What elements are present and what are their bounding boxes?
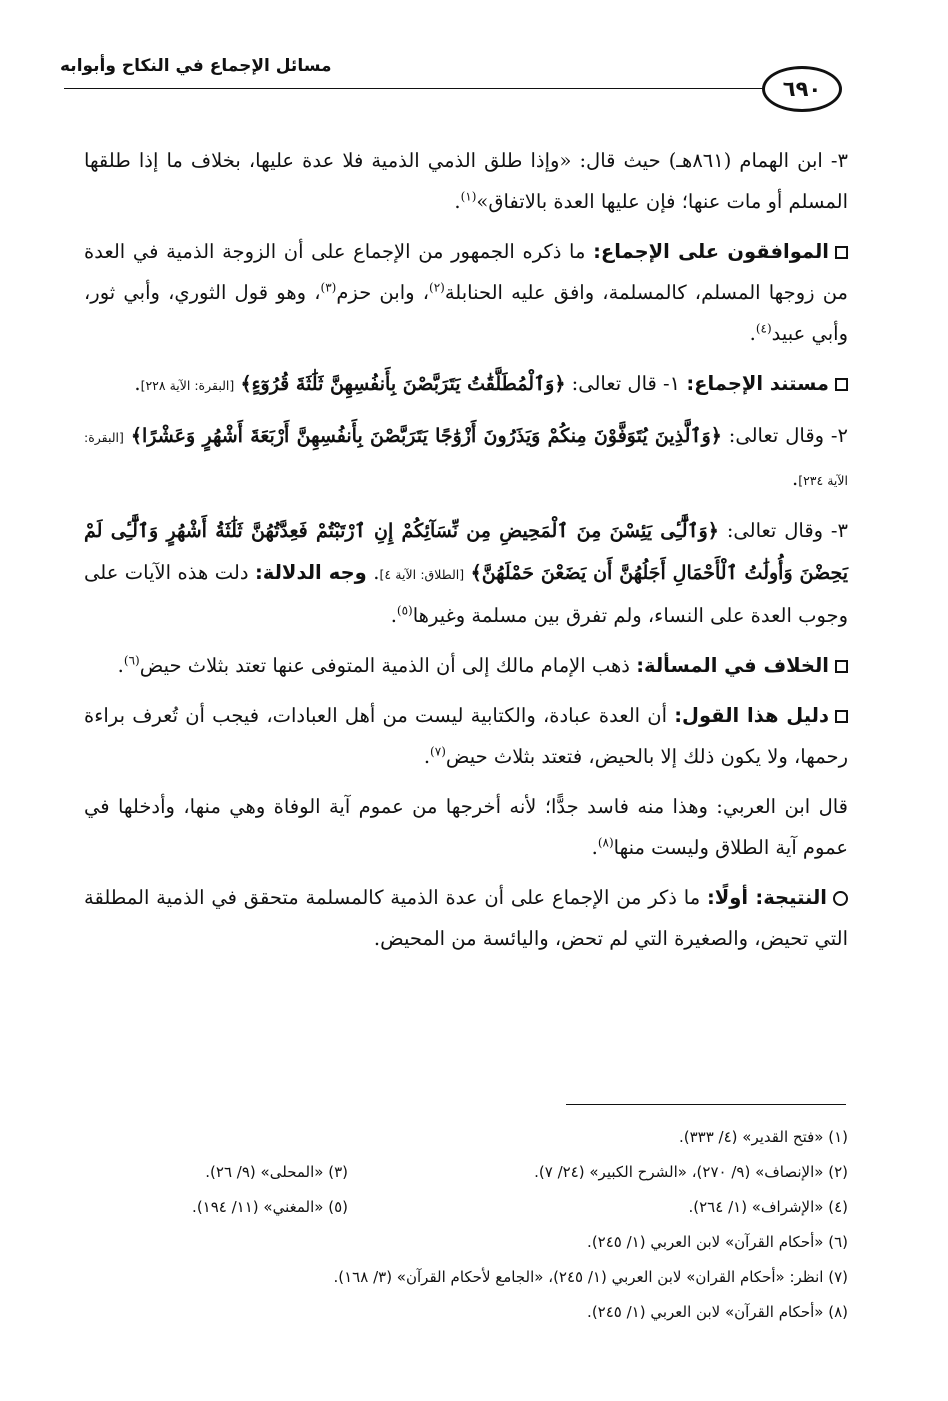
footnote-ref: (٧) xyxy=(430,744,446,759)
paragraph-basis xyxy=(84,363,848,406)
footnote-3: (٣) «المحلى» (٩/ ٢٦). xyxy=(205,1163,348,1181)
square-bullet-icon xyxy=(835,246,848,259)
paragraph-text: قال ابن العربي: وهذا منه فاسد جدًّا؛ لأنه أخرجها من عموم آية الوفاة وهي منها، وأدخلها في عموم آية الطلاق وليست منها xyxy=(84,795,848,859)
period: . xyxy=(373,561,380,584)
paragraph-text: أن العدة عبادة، والكتابية ليست من أهل العبادات، فيجب أن تُعرف براءة رحمها، ولا يكون ذلك إلا بالحيض، فتعتد بثلاث حيض xyxy=(84,704,848,768)
paragraph-text: ٣- وقال تعالى: xyxy=(726,519,849,542)
footnote-ref: (١) xyxy=(460,189,477,204)
paragraph-verse-2 xyxy=(84,415,848,501)
paragraph-text: ٢- وقال تعالى: xyxy=(728,424,849,447)
quran-verse: ﴿وَٱلَّٰٓـِٔى يَئِسْنَ مِنَ ٱلْمَحِيضِ مِن نِّسَآئِكُمْ إِنِ ٱرْتَبْتُمْ فَعِدَّتُهُنَّ ثَلَٰثَةُ أَشْهُرٍ وَٱلَّٰٓـِٔى لَمْ يَحِضْنَ وَأُولَٰتُ ٱلْأَحْمَالِ أَجَلُهُنَّ أَن يَضَعْنَ حَمْلَهُنَّ﴾ xyxy=(84,520,848,584)
section-heading: الخلاف في المسألة: xyxy=(636,654,829,677)
footnote-6: (٦) «أحكام القرآن» لابن العربي (١/ ٢٤٥). xyxy=(587,1233,848,1251)
footnote-1: (١) «فتح القدير» (٤/ ٣٣٣). xyxy=(678,1128,848,1146)
paragraph-text: دلت هذه الآيات على وجوب العدة على النساء، ولم تفرق بين مسلمة وغيرها xyxy=(84,561,848,627)
footnote-line xyxy=(110,1120,848,1155)
footnote-5: (٥) «المغني» (١١/ ١٩٤). xyxy=(192,1198,348,1216)
quran-verse: ﴿وَٱلَّذِينَ يُتَوَفَّوْنَ مِنكُمْ وَيَذَرُونَ أَزْوَٰجًا يَتَرَبَّصْنَ بِأَنفُسِهِنَّ أَرْبَعَةَ أَشْهُرٍ وَعَشْرًا﴾ xyxy=(130,425,722,447)
section-heading: الموافقون على الإجماع: xyxy=(593,240,829,263)
paragraph-text: ٣- ابن الهمام (٨٦١هـ) حيث قال: «وإذا طلق الذمي الذمية فلا عدة عليها، بخلاف ما إذا طلقها المسلم أو مات عنها؛ فإن عليها العدة بالاتفاق» xyxy=(84,149,848,213)
running-title: مسائل الإجماع في النكاح وأبوابه xyxy=(60,56,332,76)
period: . xyxy=(591,836,598,859)
circle-bullet-icon xyxy=(833,891,848,906)
quran-verse: ﴿وَٱلْمُطَلَّقَٰتُ يَتَرَبَّصْنَ بِأَنفُسِهِنَّ ثَلَٰثَةَ قُرُوٓءٍ﴾ xyxy=(240,373,566,395)
page-number-badge xyxy=(762,66,842,112)
paragraph-evidence xyxy=(84,695,848,777)
page-number: ٦٩٠ xyxy=(782,77,822,101)
section-heading: وجه الدلالة: xyxy=(254,561,367,584)
paragraph-ibn-alarabi xyxy=(84,786,848,868)
section-heading: دليل هذا القول: xyxy=(674,704,829,727)
verse-reference: [البقرة: الآية ٢٣٤] xyxy=(84,430,848,488)
period: . xyxy=(134,372,141,395)
verse-reference: [البقرة: الآية ٢٢٨] xyxy=(140,378,235,393)
verse-reference: [الطلاق: الآية ٤] xyxy=(379,567,465,582)
square-bullet-icon xyxy=(835,660,848,673)
footnote-4: (٤) «الإشراف» (١/ ٢٦٤). xyxy=(688,1198,848,1216)
paragraph-text: ذهب الإمام مالك إلى أن الذمية المتوفى عنها تعتد بثلاث حيض xyxy=(139,654,630,677)
square-bullet-icon xyxy=(835,378,848,391)
section-heading: النتيجة: أولًا: xyxy=(706,886,827,909)
paragraph-text: ، وابن حزم xyxy=(336,281,429,304)
footnote-ref: (٦) xyxy=(123,653,140,668)
footnotes xyxy=(110,1120,848,1330)
footnote-separator xyxy=(566,1104,846,1105)
footnote-ref: (٣) xyxy=(320,280,337,295)
paragraph-result xyxy=(84,877,848,959)
paragraph-agreeing xyxy=(84,231,848,354)
footnote-ref: (٥) xyxy=(396,603,413,618)
paragraph-ibn-alhumam xyxy=(84,140,848,222)
square-bullet-icon xyxy=(835,710,848,723)
footnote-ref: (٤) xyxy=(755,321,772,336)
paragraph-verse-3 xyxy=(84,510,848,636)
period: . xyxy=(423,745,431,768)
period: . xyxy=(749,322,756,345)
paragraph-text: ما ذكر من الإجماع على أن عدة الذمية كالمسلمة متحقق في الذمية المطلقة التي تحيض، والصغيرة التي لم تحض، واليائسة من المحيض. xyxy=(84,886,848,950)
section-heading: مستند الإجماع: xyxy=(686,372,829,395)
period: . xyxy=(390,604,397,627)
paragraph-text: ١- قال تعالى: xyxy=(571,372,681,395)
paragraph-text: ما ذكره الجمهور من الإجماع على أن الزوجة الذمية في العدة من زوجها المسلم، كالمسلمة، وافق عليه الحنابلة xyxy=(84,240,849,304)
footnote-line xyxy=(110,1190,848,1225)
period: . xyxy=(791,467,799,490)
footnote-ref: (٢) xyxy=(429,280,445,295)
paragraph-text: ، وهو قول الثوري، وأبي ثور، وأبي عبيد xyxy=(84,281,848,345)
footnote-8: (٨) «أحكام القرآن» لابن العربي (١/ ٢٤٥). xyxy=(587,1303,848,1321)
footnote-7: (٧) انظر: «أحكام القران» لابن العربي (١/ ٢٤٥)، «الجامع لأحكام القرآن» (٣/ ١٦٨). xyxy=(333,1268,848,1286)
footnote-ref: (٨) xyxy=(597,835,614,850)
footnote-line xyxy=(110,1295,848,1330)
footnote-line xyxy=(110,1225,848,1260)
footnote-2: (٢) «الإنصاف» (٩/ ٢٧٠)، «الشرح الكبير» (٢٤/ ٧). xyxy=(534,1163,848,1181)
footnote-line xyxy=(110,1260,848,1295)
header-rule xyxy=(64,88,769,89)
period: . xyxy=(117,654,124,677)
main-text xyxy=(84,140,848,968)
paragraph-disagreement xyxy=(84,645,848,686)
footnote-line xyxy=(110,1155,848,1190)
period: . xyxy=(454,190,461,213)
